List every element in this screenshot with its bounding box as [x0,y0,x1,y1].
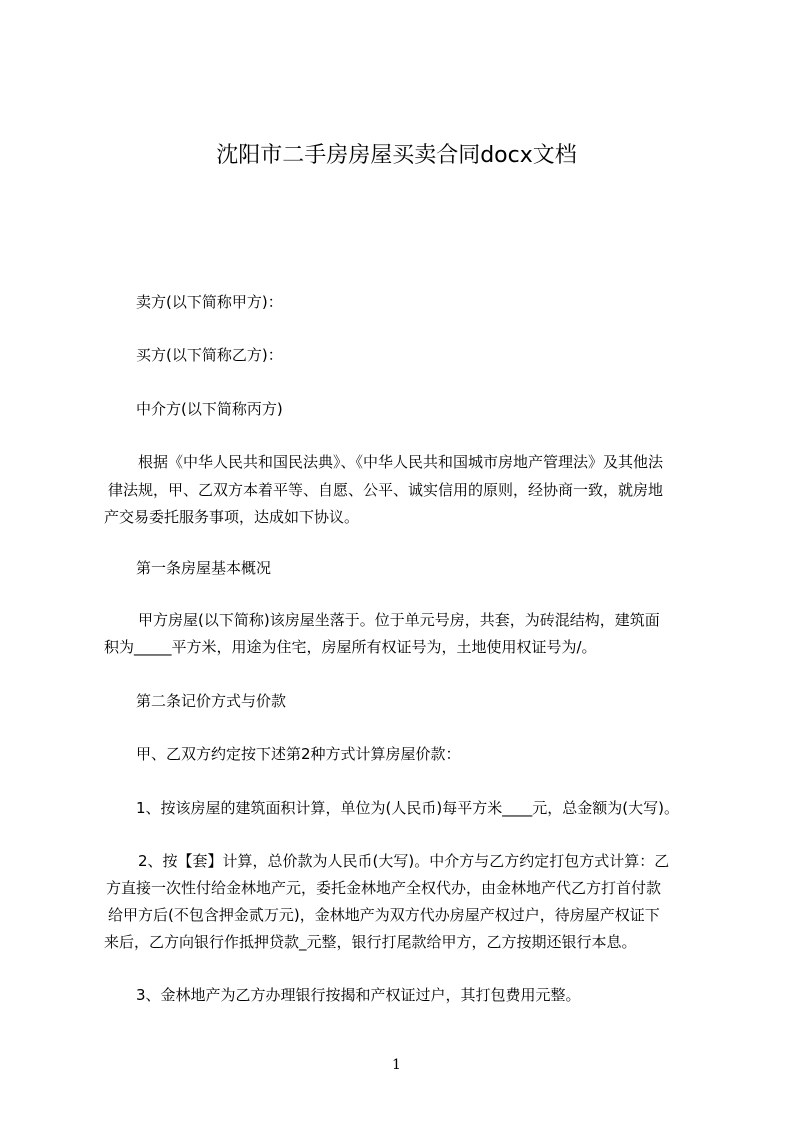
article2-item2-line: 2、按【套】计算，总价款为人民币(大写)。中介方与乙方约定打包方式计算：乙 [138,852,670,870]
agent-party-line: 中介方(以下简称丙方) [136,400,283,418]
article1-body-line: 甲方房屋(以下简称)该房屋坐落于。位于单元号房，共套，为砖混结构，建筑面 [138,611,660,629]
preamble-line: 律法规，甲、乙双方本着平等、自愿、公平、诚实信用的原则，经协商一致，就房地 [108,481,664,499]
article2-item3: 3、金林地产为乙方办理银行按揭和产权证过户，其打包费用元整。 [136,986,581,1004]
article2-item2-line: 来后，乙方向银行作抵押贷款_元整，银行打尾款给甲方，乙方按期还银行本息。 [104,933,637,951]
page-number: 1 [392,1057,401,1073]
document-title: 沈阳市二手房房屋买卖合同docx文档 [216,143,577,168]
buyer-party-line: 买方(以下简称乙方)： [136,346,283,364]
article2-intro: 甲、乙双方约定按下述第2种方式计算房屋价款： [136,745,461,763]
article2-heading: 第二条记价方式与价款 [136,692,287,710]
article2-item2-line: 方直接一次性付给金林地产元，委托金林地产全权代办，由金林地产代乙方打首付款 [106,879,662,897]
article1-body-line: 积为_____平方米，用途为住宅，房屋所有权证号为，土地使用权证号为/。 [104,638,597,656]
article2-item2-line: 给甲方后(不包含押金贰万元)，金林地产为双方代办房屋产权过户，待房屋产权证下 [108,906,660,924]
preamble-line: 产交易委托服务事项，达成如下协议。 [104,508,360,526]
seller-party-line: 卖方(以下简称甲方)： [136,293,283,311]
article2-item1: 1、按该房屋的建筑面积计算，单位为(人民币)每平方米____元，总金额为(大写)。 [136,799,679,817]
article1-heading: 第一条房屋基本概况 [136,559,272,577]
preamble-line: 根据《中华人民共和国民法典》、《中华人民共和国城市房地产管理法》及其他法 [138,453,664,471]
